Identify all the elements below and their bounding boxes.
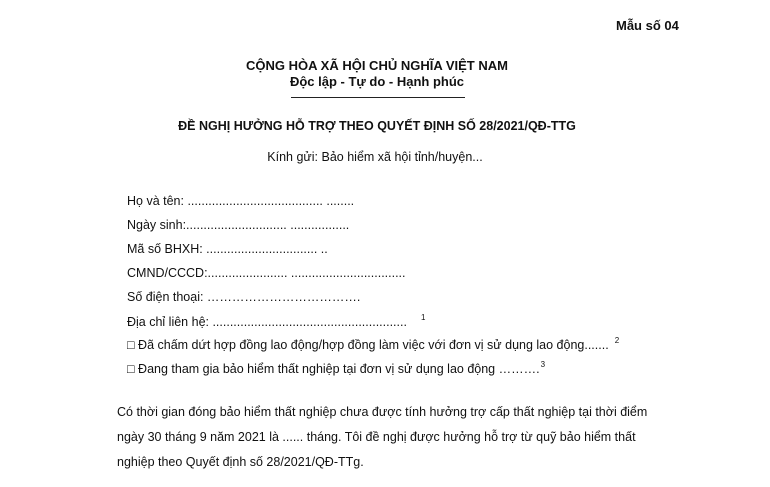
- national-motto: Độc lập - Tự do - Hạnh phúc: [289, 74, 465, 89]
- field-birth-date[interactable]: Ngày sinh:............................. .................: [127, 218, 350, 232]
- greeting: Kính gửi: Bảo hiểm xã hội tỉnh/huyện...: [267, 150, 483, 164]
- option-contract-terminated[interactable]: □ Đã chấm dứt hợp đồng lao động/hợp đồng làm việc với đơn vị sử dụng lao động....... $^2$: [127, 336, 620, 352]
- option-participating-insurance[interactable]: □ Đang tham gia bảo hiểm thất nghiệp tại đơn vị sử dụng lao động ……….$^3$: [127, 360, 546, 376]
- footnote-marker: 2: [614, 336, 620, 345]
- footnote-marker: 1: [420, 313, 426, 322]
- field-address[interactable]: Địa chỉ liên hệ: ........................................................ $^1$: [127, 313, 426, 329]
- national-header: [0, 58, 770, 89]
- statement-paragraph: Có thời gian đóng bảo hiểm thất nghiệp chưa được tính hưởng trợ cấp thất nghiệp tại thời điểm ngày 30 tháng 9 năm 2021 là ...... tháng. Tôi đề nghị được hưởng hỗ trợ từ quỹ bảo hiểm thất nghiệp theo Quyết định số 28/2021/QĐ-TTg.: [117, 405, 648, 469]
- field-id-number[interactable]: CMND/CCCD:....................... .................................: [127, 266, 406, 280]
- footnote-marker: 3: [540, 360, 546, 369]
- field-social-insurance-number[interactable]: Mã số BHXH: ................................ ..: [127, 242, 328, 256]
- field-phone[interactable]: Số điện thoại: ……………………………….: [127, 290, 361, 304]
- form-number: Mẫu số 04: [616, 18, 679, 33]
- nation-name: CỘNG HÒA XÃ HỘI CHỦ NGHĨA VIỆT NAM: [246, 58, 508, 73]
- checkbox-icon[interactable]: □: [127, 338, 135, 352]
- field-full-name[interactable]: Họ và tên: ....................................... ........: [127, 194, 355, 208]
- header-divider: [291, 97, 465, 98]
- document-title: ĐỀ NGHỊ HƯỞNG HỖ TRỢ THEO QUYẾT ĐỊNH SỐ 28/2021/QĐ-TTG: [178, 119, 576, 133]
- checkbox-icon[interactable]: □: [127, 362, 135, 376]
